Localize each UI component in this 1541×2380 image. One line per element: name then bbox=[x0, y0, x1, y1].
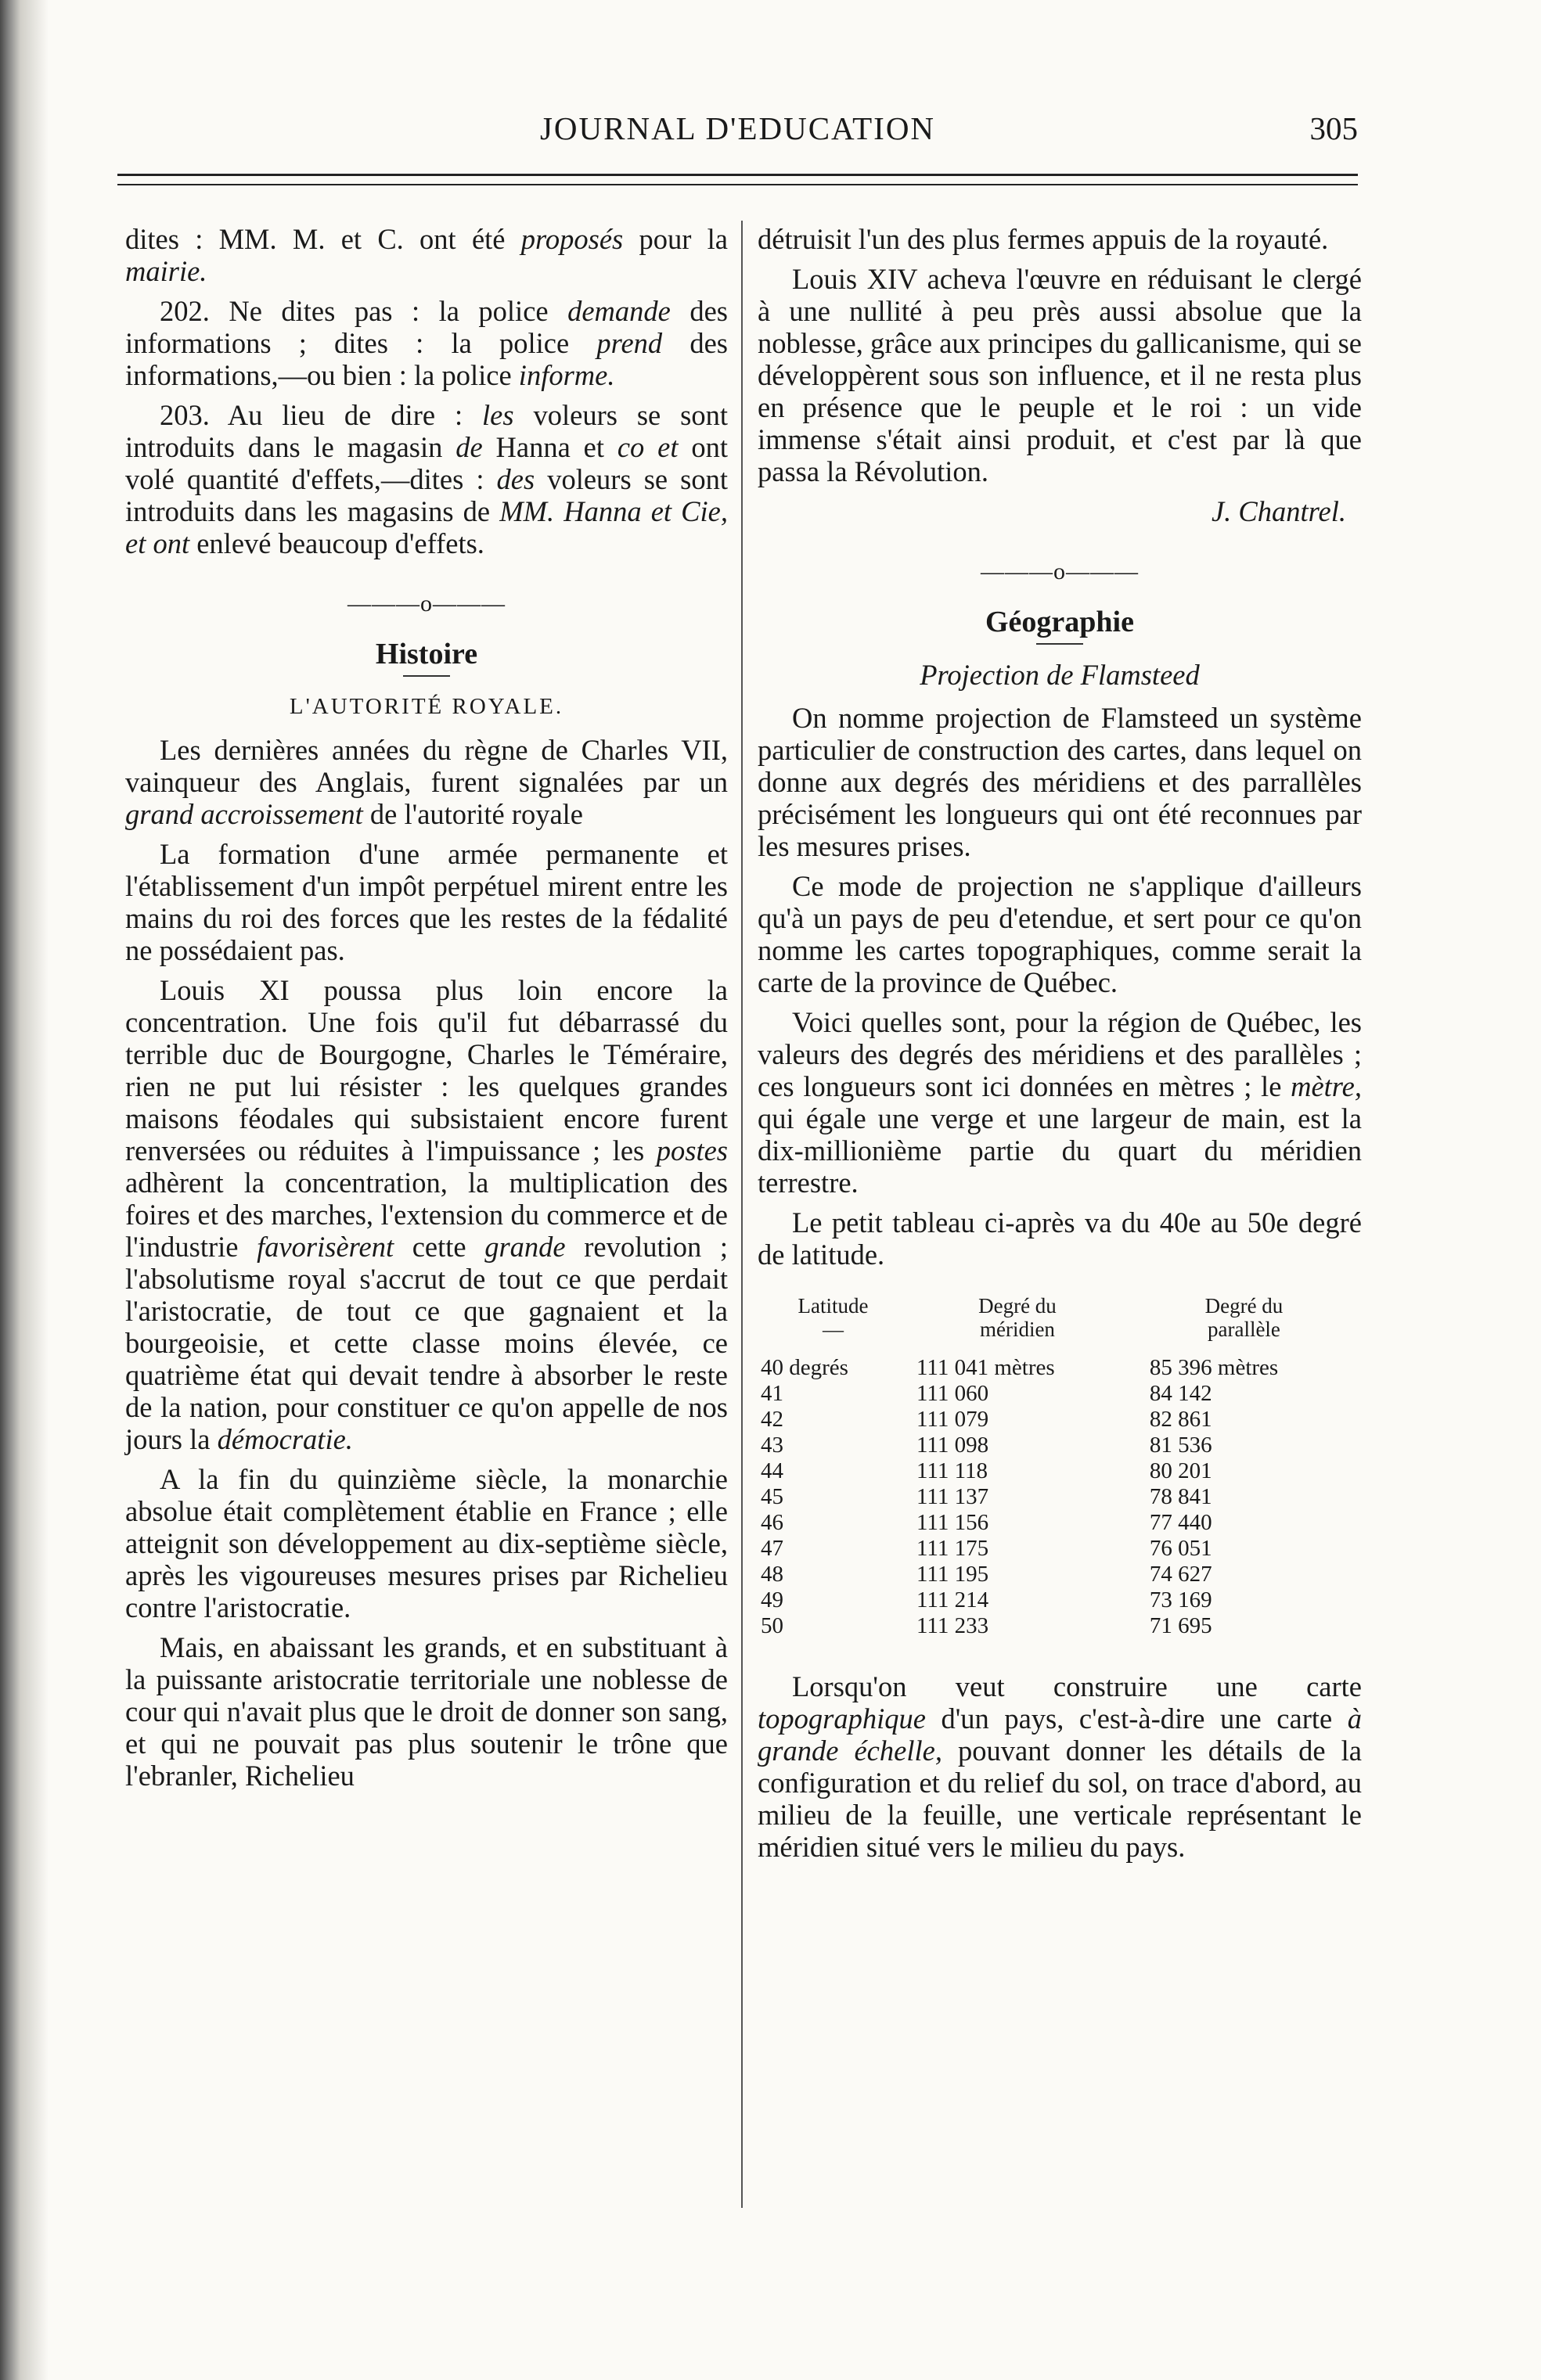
table-row bbox=[758, 1587, 1362, 1613]
histoire-paragraph-1: Les dernières années du règne de Charles VII, vainqueur des Anglais, furent signalées par un grand accroissement de l'autorité royale bbox=[125, 734, 728, 830]
section-rule bbox=[1036, 643, 1083, 645]
histoire-paragraph-3: Louis XI poussa plus loin encore la concentration. Une fois qu'il fut débarrassé du terrible duc de Bourgogne, Charles le Téméraire, rien ne put lui résister : les quelques grandes maisons féodales qui subsistaient encore furent renversées ou réduites à l'impuissance ; les postes adhèrent la concentration, la multiplication des foires et des marches, l'extension du commerce et de l'industrie favorisèrent cette grande revolution ; l'absolutisme royal s'accrut de tout ce que perdait l'aristocratie, de tout ce que gagnaient et la bourgeoisie, et cette classe moins élevée, ce quatrième état qui devait tendre à absorber le reste de la nation, pour constituer ce qu'on appelle de nos jours la démocratie. bbox=[125, 974, 729, 1455]
parallel-degree-cell: 78 841 bbox=[1149, 1484, 1212, 1509]
latitude-cell: 44 bbox=[761, 1458, 783, 1483]
column-header-parallele: Degré du parallèle bbox=[1204, 1294, 1284, 1341]
table-header-row bbox=[758, 1294, 1362, 1355]
page-number: 305 bbox=[1309, 110, 1358, 146]
table-row bbox=[758, 1613, 1362, 1639]
column-header-meridien: Degré du méridien bbox=[978, 1294, 1057, 1341]
paragraph-201-end: dites : MM. M. et C. ont été proposés pour la mairie. bbox=[125, 223, 728, 287]
geographie-paragraph-3: Voici quelles sont, pour la région de Québec, les valeurs des degrés des méridiens et des parallèles ; ces longueurs sont ici données en mètres ; le mètre, qui égale une verge et une largeur de main, est la dix-millionième partie du quart du méridien terrestre. bbox=[758, 1006, 1362, 1199]
parallel-degree-cell: 82 861 bbox=[1149, 1407, 1212, 1432]
parallel-degree-cell: 74 627 bbox=[1149, 1562, 1212, 1587]
latitude-cell: 46 bbox=[761, 1510, 783, 1535]
author-signature: J. Chantrel. bbox=[1211, 495, 1346, 527]
meridian-degree-cell: 111 060 bbox=[916, 1381, 989, 1406]
separator-ornament: ———o——— bbox=[981, 559, 1139, 584]
meridian-degree-cell: 111 195 bbox=[916, 1562, 989, 1587]
table-row bbox=[758, 1381, 1362, 1407]
latitude-cell: 42 bbox=[761, 1407, 783, 1432]
latitude-cell: 41 bbox=[761, 1381, 783, 1406]
histoire-paragraph-2: La formation d'une armée permanente et l'établissement d'un impôt perpétuel mirent entre les mains du roi des forces que les restes de la fédalité ne possédaient pas. bbox=[125, 838, 728, 966]
meridian-degree-cell: 111 233 bbox=[916, 1613, 989, 1638]
latitude-cell: 50 bbox=[761, 1613, 783, 1638]
parallel-degree-cell: 76 051 bbox=[1149, 1536, 1212, 1561]
latitude-cell: 40 degrés bbox=[761, 1355, 848, 1380]
histoire-continuation: détruisit l'un des plus fermes appuis de la royauté. bbox=[758, 223, 1329, 255]
separator-ornament: ———o——— bbox=[347, 591, 506, 617]
histoire-paragraph-6: Louis XIV acheva l'œuvre en réduisant le clergé à une nullité à peu près aussi absolue que la noblesse, grâce aux principes du gallicanisme, qui se développèrent sous son influence, et il ne resta plus en présence que le peuple et le roi : un vide immense s'était ainsi produit, et c'est par là que passa la Révolution. bbox=[758, 263, 1362, 487]
histoire-paragraph-4: A la fin du quinzième siècle, la monarchie absolue était complètement établie en France ; elle atteignit son développement au dix-septième siècle, après les vigoureuses mesures prises par Richelieu contre l'aristocratie. bbox=[125, 1463, 728, 1623]
meridian-degree-cell: 111 156 bbox=[916, 1510, 989, 1535]
table-row bbox=[758, 1562, 1362, 1587]
latitude-cell: 49 bbox=[761, 1587, 783, 1612]
meridian-degree-cell: 111 118 bbox=[916, 1458, 988, 1483]
parallel-degree-cell: 80 201 bbox=[1149, 1458, 1212, 1483]
table-row bbox=[758, 1355, 1362, 1381]
table-row bbox=[758, 1407, 1362, 1433]
latitude-cell: 48 bbox=[761, 1562, 783, 1587]
column-divider bbox=[741, 221, 743, 2208]
latitude-cell: 45 bbox=[761, 1484, 783, 1509]
left-column bbox=[125, 223, 728, 1799]
geographie-paragraph-4: Le petit tableau ci-après va du 40e au 50e degré de latitude. bbox=[758, 1206, 1362, 1271]
meridian-degree-cell: 111 098 bbox=[916, 1433, 989, 1458]
paragraph-203: 203. Au lieu de dire : les voleurs se sont introduits dans le magasin de Hanna et co et ont volé quantité d'effets,—dites : des voleurs se sont introduits dans les magasins de MM. Hanna et Cie, et ont enlevé beaucoup d'effets. bbox=[125, 399, 728, 559]
right-column bbox=[758, 223, 1362, 1871]
meridian-degree-cell: 111 137 bbox=[916, 1484, 989, 1509]
latitude-table bbox=[758, 1294, 1362, 1639]
article-subtitle: Projection de Flamsteed bbox=[920, 659, 1200, 691]
header-rule bbox=[117, 174, 1358, 185]
running-head bbox=[117, 110, 1358, 156]
section-title-geographie: Géographie bbox=[985, 606, 1134, 638]
journal-title: JOURNAL D'EDUCATION bbox=[539, 110, 936, 146]
table-row bbox=[758, 1484, 1362, 1510]
latitude-cell: 47 bbox=[761, 1536, 783, 1561]
latitude-cell: 43 bbox=[761, 1433, 783, 1458]
parallel-degree-cell: 84 142 bbox=[1149, 1381, 1212, 1406]
parallel-degree-cell: 71 695 bbox=[1149, 1613, 1212, 1638]
column-header-latitude: Latitude — bbox=[798, 1294, 869, 1341]
section-rule bbox=[403, 675, 450, 677]
paragraph-202: 202. Ne dites pas : la police demande des informations ; dites : la police prend des informations,—ou bien : la police informe. bbox=[125, 295, 728, 391]
parallel-degree-cell: 81 536 bbox=[1149, 1433, 1212, 1458]
table-row bbox=[758, 1536, 1362, 1562]
section-title-histoire: Histoire bbox=[375, 638, 478, 670]
table-row bbox=[758, 1433, 1362, 1458]
meridian-degree-cell: 111 175 bbox=[916, 1536, 989, 1561]
geographie-paragraph-1: On nomme projection de Flamsteed un système particulier de construction des cartes, dans lequel on donne aux degrés des méridiens et des parrallèles précisément les longueurs qui ont été reconnues par les mesures prises. bbox=[758, 702, 1362, 862]
article-subheading: L'AUTORITÉ ROYALE. bbox=[289, 694, 564, 719]
meridian-degree-cell: 111 079 bbox=[916, 1407, 989, 1432]
parallel-degree-cell: 77 440 bbox=[1149, 1510, 1212, 1535]
geographie-paragraph-5: Lorsqu'on veut construire une carte topographique d'un pays, c'est-à-dire une carte à grande échelle, pouvant donner les détails de la configuration et du relief du sol, on trace d'abord, au milieu de la feuille, une verticale représentant le méridien situé vers le milieu du pays. bbox=[758, 1670, 1362, 1863]
parallel-degree-cell: 73 169 bbox=[1149, 1587, 1212, 1612]
meridian-degree-cell: 111 041 mètres bbox=[916, 1355, 1055, 1380]
table-row bbox=[758, 1458, 1362, 1484]
histoire-paragraph-5: Mais, en abaissant les grands, et en substituant à la puissante aristocratie territoriale une noblesse de cour qui n'avait plus que le droit de donner son sang, et qui ne pouvait pas plus soutenir le trône que l'ebranler, Richelieu bbox=[125, 1631, 728, 1792]
binding-shadow bbox=[0, 0, 49, 2380]
table-row bbox=[758, 1510, 1362, 1536]
table-body bbox=[758, 1355, 1362, 1639]
meridian-degree-cell: 111 214 bbox=[916, 1587, 989, 1612]
parallel-degree-cell: 85 396 mètres bbox=[1149, 1355, 1279, 1380]
geographie-paragraph-2: Ce mode de projection ne s'applique d'ailleurs qu'à un pays de peu d'etendue, et sert pour ce qu'on nomme les cartes topographiques, comme serait la carte de la province de Québec. bbox=[758, 870, 1362, 998]
